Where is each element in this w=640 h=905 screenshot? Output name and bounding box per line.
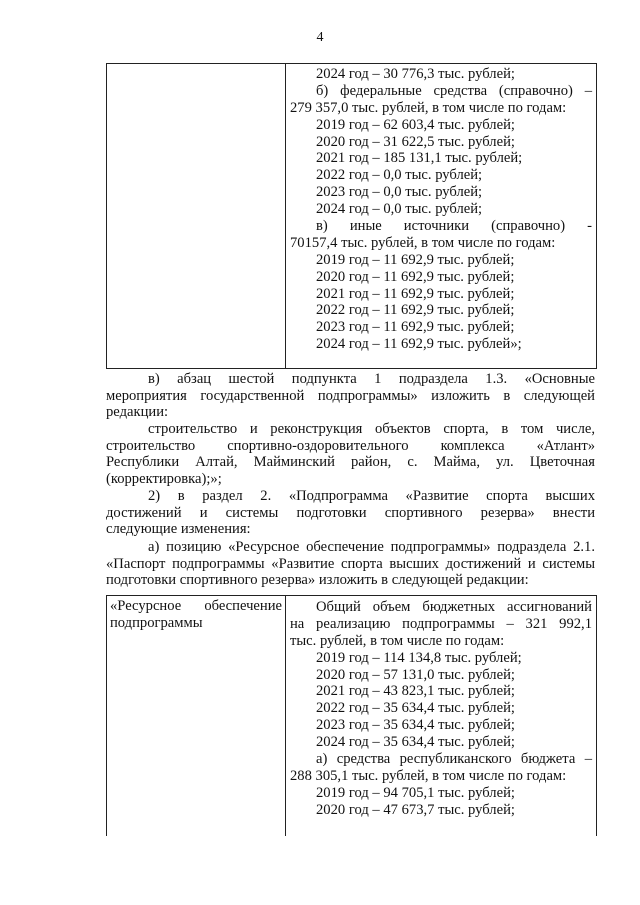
table-line: тыс. рублей, в том числе по годам: bbox=[290, 632, 505, 649]
table-line: 2019 год – 94 705,1 тыс. рублей; bbox=[316, 784, 515, 801]
paragraph-line: (корректировка);»; bbox=[106, 470, 222, 487]
table-line: 2023 год – 35 634,4 тыс. рублей; bbox=[316, 717, 515, 734]
paragraph-line: в) абзац шестой подпункта 1 подраздела 1.3. «Основные bbox=[148, 371, 595, 387]
table-right-cell bbox=[290, 66, 592, 353]
paragraph-line: строительство спортивно-оздоровительного комплекса «Атлант» bbox=[106, 437, 595, 454]
paragraph-line: редакции: bbox=[106, 404, 169, 421]
paragraph-line: а) позицию «Ресурсное обеспечение подпрограммы» подраздела 2.1. bbox=[148, 539, 595, 555]
table-line: 2023 год – 0,0 тыс. рублей; bbox=[316, 184, 483, 201]
paragraph-construction bbox=[106, 421, 595, 487]
funding-table-continued bbox=[106, 63, 597, 369]
table-line: 2022 год – 0,0 тыс. рублей; bbox=[316, 167, 483, 184]
table-line: подпрограммы bbox=[110, 614, 203, 631]
paragraph-line: мероприятия государственной подпрограммы» изложить в следующей bbox=[106, 387, 595, 404]
resource-provision-table bbox=[106, 595, 597, 836]
table-line: 2024 год – 30 776,3 тыс. рублей; bbox=[316, 66, 515, 82]
table-line: 2023 год – 11 692,9 тыс. рублей; bbox=[316, 319, 515, 336]
paragraph-line: Республики Алтай, Майминский район, с. Майма, ул. Цветочная bbox=[106, 454, 595, 471]
column-divider bbox=[285, 596, 286, 836]
table-line: 2019 год – 62 603,4 тыс. рублей; bbox=[316, 116, 515, 133]
table-line: б) федеральные средства (справочно) – bbox=[316, 82, 592, 99]
paragraph-amendment-v bbox=[106, 371, 595, 421]
table-line: 2021 год – 43 823,1 тыс. рублей; bbox=[316, 683, 515, 700]
table-line: а) средства республиканского бюджета – bbox=[316, 751, 592, 768]
table-line: 70157,4 тыс. рублей, в том числе по годам: bbox=[290, 234, 556, 251]
paragraph-line: достижений и системы подготовки спортивного резерва» внести bbox=[106, 504, 595, 521]
table-line: в) иные источники (справочно) - bbox=[316, 218, 592, 235]
table-line: 2024 год – 11 692,9 тыс. рублей»; bbox=[316, 336, 522, 353]
table-line: «Ресурсное обеспечение bbox=[110, 598, 282, 614]
page-number: 4 bbox=[316, 30, 324, 45]
table-line: 2019 год – 114 134,8 тыс. рублей; bbox=[316, 649, 522, 666]
paragraph-line: «Паспорт подпрограммы «Развитие спорта высших достижений и системы bbox=[106, 555, 595, 572]
paragraph-line: следующие изменения: bbox=[106, 521, 251, 538]
table-line: 2021 год – 11 692,9 тыс. рублей; bbox=[316, 285, 515, 302]
table-line: 2022 год – 35 634,4 тыс. рублей; bbox=[316, 700, 515, 717]
table-line: 2021 год – 185 131,1 тыс. рублей; bbox=[316, 150, 523, 167]
column-divider bbox=[285, 64, 286, 368]
table-line: 2024 год – 0,0 тыс. рублей; bbox=[316, 201, 483, 218]
paragraph-line: подготовки спортивного резерва» изложить в следующей редакции: bbox=[106, 572, 529, 589]
table-line: 2020 год – 47 673,7 тыс. рублей; bbox=[316, 801, 515, 818]
table-line: 2020 год – 31 622,5 тыс. рублей; bbox=[316, 133, 515, 150]
table-line: 2022 год – 11 692,9 тыс. рублей; bbox=[316, 302, 515, 319]
table-right-cell bbox=[290, 599, 592, 819]
paragraph-line: 2) в раздел 2. «Подпрограмма «Развитие спорта высших bbox=[148, 488, 595, 504]
table-line: Общий объем бюджетных ассигнований bbox=[316, 599, 592, 615]
table-line: 2020 год – 11 692,9 тыс. рублей; bbox=[316, 268, 515, 285]
table-left-cell bbox=[110, 598, 282, 632]
table-line: на реализацию подпрограммы – 321 992,1 bbox=[290, 615, 592, 632]
paragraph-section-2 bbox=[106, 488, 595, 538]
table-line: 2024 год – 35 634,4 тыс. рублей; bbox=[316, 734, 515, 751]
table-line: 279 357,0 тыс. рублей, в том числе по годам: bbox=[290, 99, 567, 116]
table-line: 288 305,1 тыс. рублей, в том числе по годам: bbox=[290, 767, 567, 784]
paragraph-position-a bbox=[106, 539, 595, 589]
table-line: 2020 год – 57 131,0 тыс. рублей; bbox=[316, 666, 515, 683]
table-line: 2019 год – 11 692,9 тыс. рублей; bbox=[316, 251, 515, 268]
paragraph-line: строительство и реконструкция объектов спорта, в том числе, bbox=[148, 421, 595, 437]
